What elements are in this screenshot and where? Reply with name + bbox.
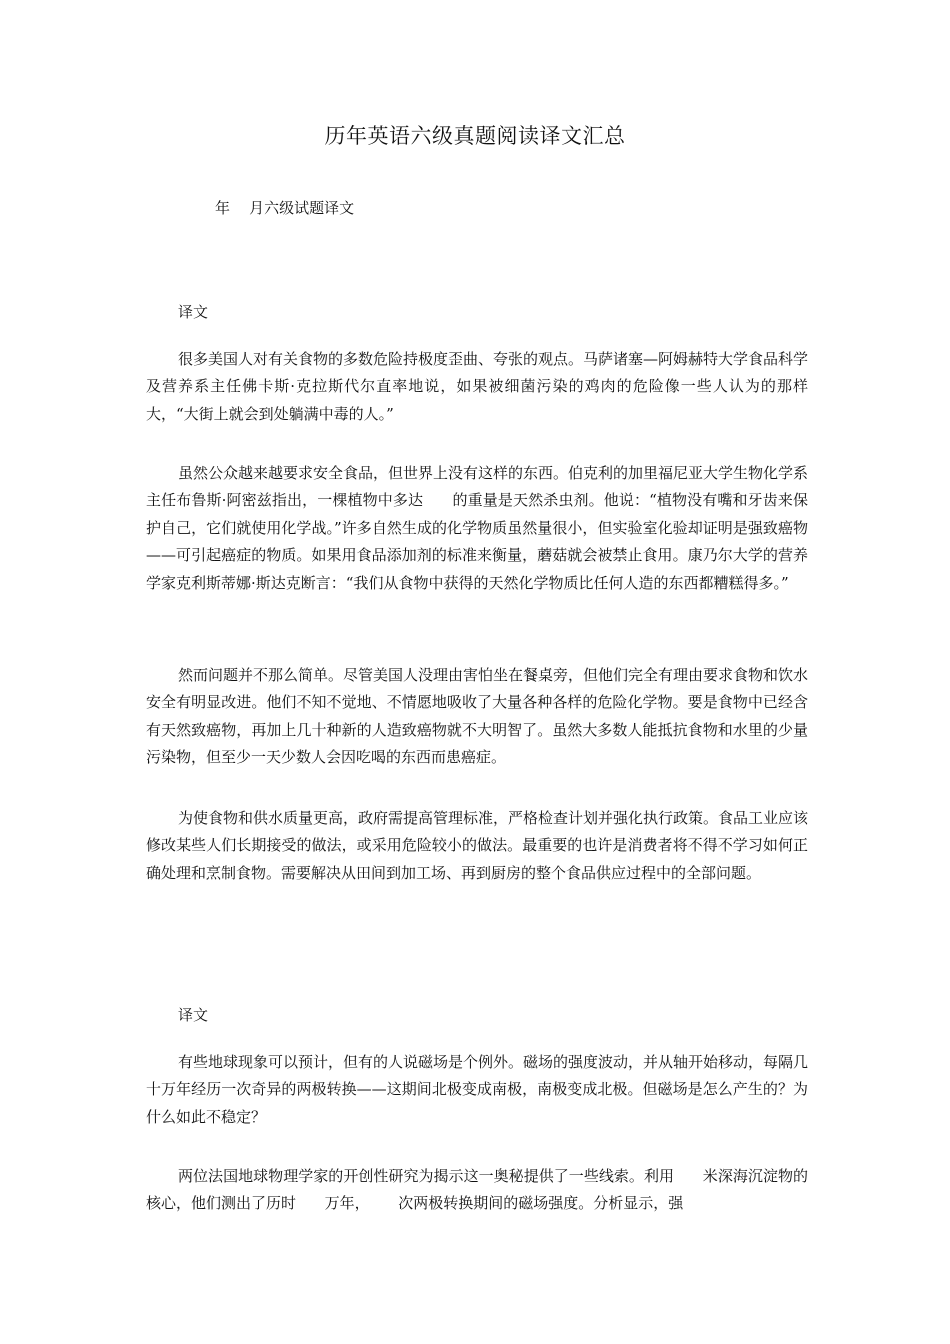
paragraph: 有些地球现象可以预计，但有的人说磁场是个例外。磁场的强度波动，并从轴开始移动，每隔几十万年经历一次奇异的两极转换——这期间北极变成南极，南极变成北极。但磁场是怎么产生的？为什么如此不稳定？: [146, 1053, 809, 1126]
paragraph: 虽然公众越来越要求安全食品，但世界上没有这样的东西。伯克利的加里福尼亚大学生物化学系主任布鲁斯·阿密兹指出，一棵植物中多达 的重量是天然杀虫剂。他说：“植物没有嘴和牙齿来保护自己，它们就使用化学战。”许多自然生成的化学物质虽然量很小，但实验室化验却证明是强致癌物——可引起癌症的物质。如果用食品添加剂的标准来衡量，蘑菇就会被禁止食用。康乃尔大学的营养学家克利斯蒂娜·斯达克断言：“我们从食物中获得的天然化学物质比任何人造的东西都糟糕得多。”: [146, 464, 809, 592]
paragraph: 然而问题并不那么简单。尽管美国人没理由害怕坐在餐桌旁，但他们完全有理由要求食物和饮水安全有明显改进。他们不知不觉地、不情愿地吸收了大量各种各样的危险化学物。要是食物中已经含有天然致癌物，再加上几十种新的人造致癌物就不大明智了。虽然大多数人能抵抗食物和水里的少量污染物，但至少一天少数人会因吃喝的东西而患癌症。: [146, 666, 809, 767]
paragraph: 两位法国地球物理学家的开创性研究为揭示这一奥秘提供了一些线索。利用 米深海沉淀物的核心，他们测出了历时 万年， 次两极转换期间的磁场强度。分析显示，强: [146, 1167, 808, 1213]
document-title: 历年英语六级真题阅读译文汇总: [324, 124, 626, 148]
document-subtitle: 年 月六级试题译文: [215, 199, 355, 217]
section-label: 译文: [178, 303, 209, 321]
section-label: 译文: [178, 1006, 209, 1024]
paragraph: 很多美国人对有关食物的多数危险持极度歪曲、夸张的观点。马萨诸塞—阿姆赫特大学食品科学及营养系主任佛卡斯·克拉斯代尔直率地说，如果被细菌污染的鸡肉的危险像一些人认为的那样大，“大街上就会到处躺满中毒的人。”: [146, 350, 809, 423]
paragraph: 为使食物和供水质量更高，政府需提高管理标准，严格检查计划并强化执行政策。食品工业应该修改某些人们长期接受的做法，或采用危险较小的做法。最重要的也许是消费者将不得不学习如何正确处理和烹制食物。需要解决从田间到加工场、再到厨房的整个食品供应过程中的全部问题。: [146, 809, 809, 882]
